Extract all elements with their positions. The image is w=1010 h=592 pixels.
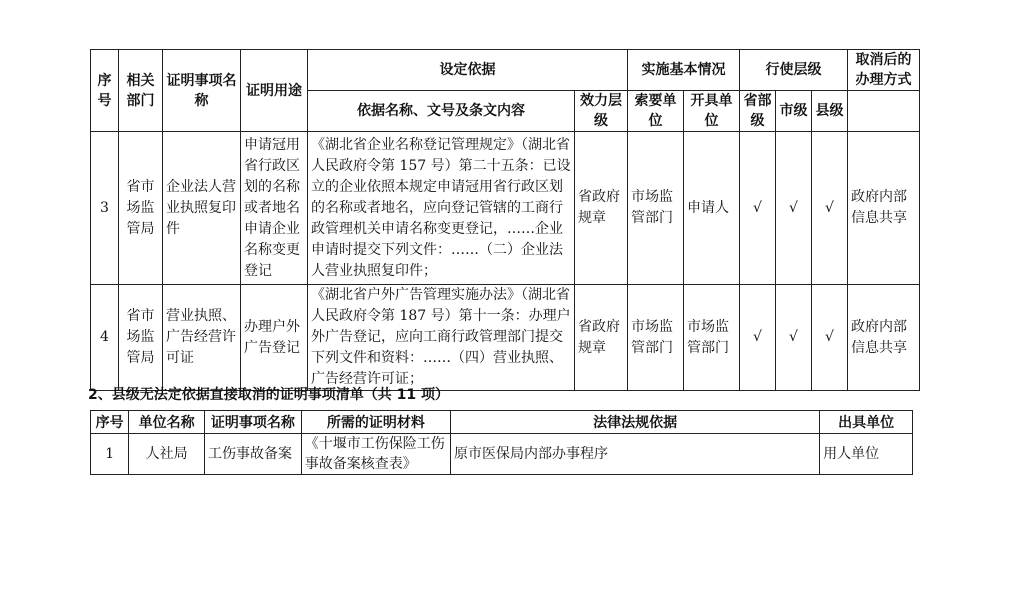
row-city-check: √ <box>776 285 812 391</box>
row-city-check: √ <box>776 132 812 285</box>
header-exercise-level: 行使层级 <box>740 50 848 91</box>
row-requester: 市场监管部门 <box>628 285 684 391</box>
row-dept: 省市场监管局 <box>119 132 163 285</box>
t2-row-material: 《十堰市工伤保险工伤事故备案核查表》 <box>301 434 450 475</box>
row-seq: 3 <box>91 132 119 285</box>
row-basis: 《湖北省企业名称登记管理规定》（湖北省人民政府令第 157 号）第二十五条：已设立的企业依照本规定申请冠用省行政区划的名称或者地名，应向登记管辖的工商行政管理机关申请名称变更登记，……企业申请时提交下列文件：……（二）企业法人营业执照复印件； <box>308 132 575 285</box>
row-issuer: 申请人 <box>684 132 740 285</box>
t2-header-issuer: 出具单位 <box>820 411 913 434</box>
header-basis-content: 依据名称、文号及条文内容 <box>308 91 575 132</box>
header-province: 省部级 <box>740 91 776 132</box>
row-dept: 省市场监管局 <box>119 285 163 391</box>
t2-row-item: 工伤事故备案 <box>204 434 301 475</box>
row-requester: 市场监管部门 <box>628 132 684 285</box>
row-province-check: √ <box>740 132 776 285</box>
t2-header-item: 证明事项名称 <box>204 411 301 434</box>
t2-row-unit: 人社局 <box>129 434 205 475</box>
section-2-title: 2、县级无法定依据直接取消的证明事项清单（共 11 项） <box>88 387 449 403</box>
t2-row-issuer: 用人单位 <box>820 434 913 475</box>
header-level: 效力层级 <box>575 91 628 132</box>
row-item: 营业执照、广告经营许可证 <box>163 285 241 391</box>
certification-table-2 <box>90 410 913 475</box>
header-issuer: 开具单位 <box>684 91 740 132</box>
header-dept: 相关部门 <box>119 50 163 132</box>
row-method: 政府内部信息共享 <box>848 132 920 285</box>
table-row <box>91 285 920 391</box>
t2-header-law: 法律法规依据 <box>451 411 820 434</box>
header-after-cancel <box>848 50 920 91</box>
certification-table-1 <box>90 49 920 391</box>
header-requester: 索要单位 <box>628 91 684 132</box>
row-purpose: 申请冠用省行政区划的名称或者地名申请企业名称变更登记 <box>241 132 308 285</box>
row-county-check: √ <box>812 132 848 285</box>
row-seq: 4 <box>91 285 119 391</box>
row-issuer: 市场监管部门 <box>684 285 740 391</box>
row-level: 省政府规章 <box>575 132 628 285</box>
t2-header-unit: 单位名称 <box>129 411 205 434</box>
header-city: 市级 <box>776 91 812 132</box>
header-implementation: 实施基本情况 <box>628 50 740 91</box>
header-seq: 序号 <box>91 50 119 132</box>
t2-row-seq: 1 <box>91 434 129 475</box>
row-basis: 《湖北省户外广告管理实施办法》（湖北省人民政府令第 187 号）第十一条：办理户外广告登记，应向工商行政管理部门提交下列文件和资料：……（四）营业执照、广告经营许可证； <box>308 285 575 391</box>
header-item-name: 证明事项名 称 <box>163 50 241 132</box>
row-item: 企业法人营业执照复印件 <box>163 132 241 285</box>
t2-row-law: 原市医保局内部办事程序 <box>451 434 820 475</box>
header-basis: 设定依据 <box>308 50 628 91</box>
header-county: 县级 <box>812 91 848 132</box>
row-level: 省政府规章 <box>575 285 628 391</box>
header-after-cancel-text: 取消后的办理方式 <box>855 52 912 88</box>
row-purpose: 办理户外广告登记 <box>241 285 308 391</box>
header-purpose: 证明用途 <box>241 50 308 132</box>
table-row <box>91 434 913 475</box>
header-spacer <box>848 91 920 132</box>
row-province-check: √ <box>740 285 776 391</box>
row-county-check: √ <box>812 285 848 391</box>
row-method: 政府内部信息共享 <box>848 285 920 391</box>
t2-header-material: 所需的证明材料 <box>301 411 450 434</box>
t2-header-seq: 序号 <box>91 411 129 434</box>
table-row <box>91 132 920 285</box>
